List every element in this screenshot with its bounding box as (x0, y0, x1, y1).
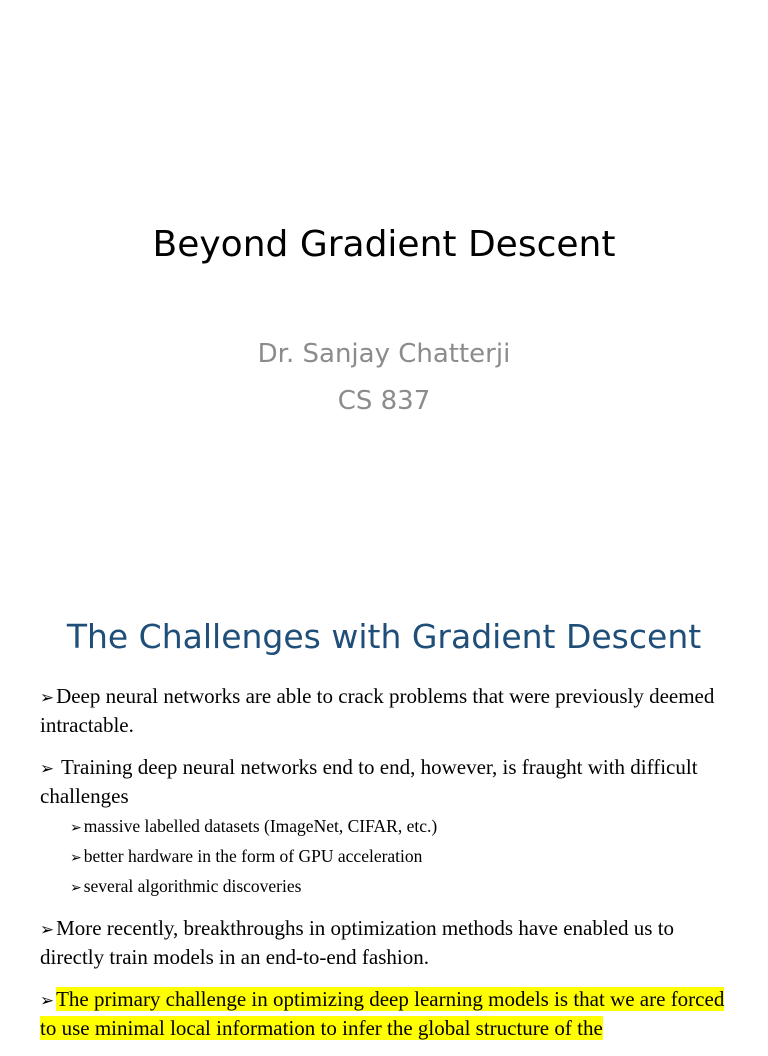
author-name: Dr. Sanjay Chatterji (257, 339, 511, 369)
course-code: CS 837 (337, 386, 431, 416)
sub-bullet-text: massive labelled datasets (ImageNet, CIFAR, etc.) (83, 816, 438, 836)
bullet-list (40, 682, 730, 1056)
bullet-item (40, 914, 730, 971)
arrow-bullet-icon: ➢ (40, 758, 55, 778)
arrow-bullet-icon: ➢ (40, 687, 55, 707)
sub-bullet-item (70, 842, 730, 872)
arrow-bullet-icon: ➢ (70, 820, 82, 836)
sub-bullet-text: better hardware in the form of GPU acceleration (83, 846, 423, 866)
bullet-item (40, 753, 730, 810)
sub-bullet-text: several algorithmic discoveries (83, 876, 302, 896)
content-slide (0, 576, 768, 1040)
arrow-bullet-icon: ➢ (70, 850, 82, 866)
slide-title: Beyond Gradient Descent (152, 224, 616, 265)
arrow-bullet-icon: ➢ (40, 990, 55, 1010)
bullet-text: More recently, breakthroughs in optimization methods have enabled us to directly train models in an end-to-end fashion. (40, 916, 675, 969)
bullet-item (40, 985, 730, 1042)
slide-heading: The Challenges with Gradient Descent (66, 617, 702, 656)
bullet-item (40, 682, 730, 739)
bullet-text: Deep neural networks are able to crack problems that were previously deemed intractable. (40, 684, 715, 737)
bullet-text: Training deep neural networks end to end, however, is fraught with difficult challenges (40, 755, 698, 808)
arrow-bullet-icon: ➢ (40, 919, 55, 939)
sub-bullet-item (70, 812, 730, 842)
highlighted-bullet-text: The primary challenge in optimizing deep learning models is that we are forced to use minimal local information to infer the global structure of the (40, 987, 725, 1040)
arrow-bullet-icon: ➢ (70, 880, 82, 896)
sub-bullet-item (70, 872, 730, 902)
